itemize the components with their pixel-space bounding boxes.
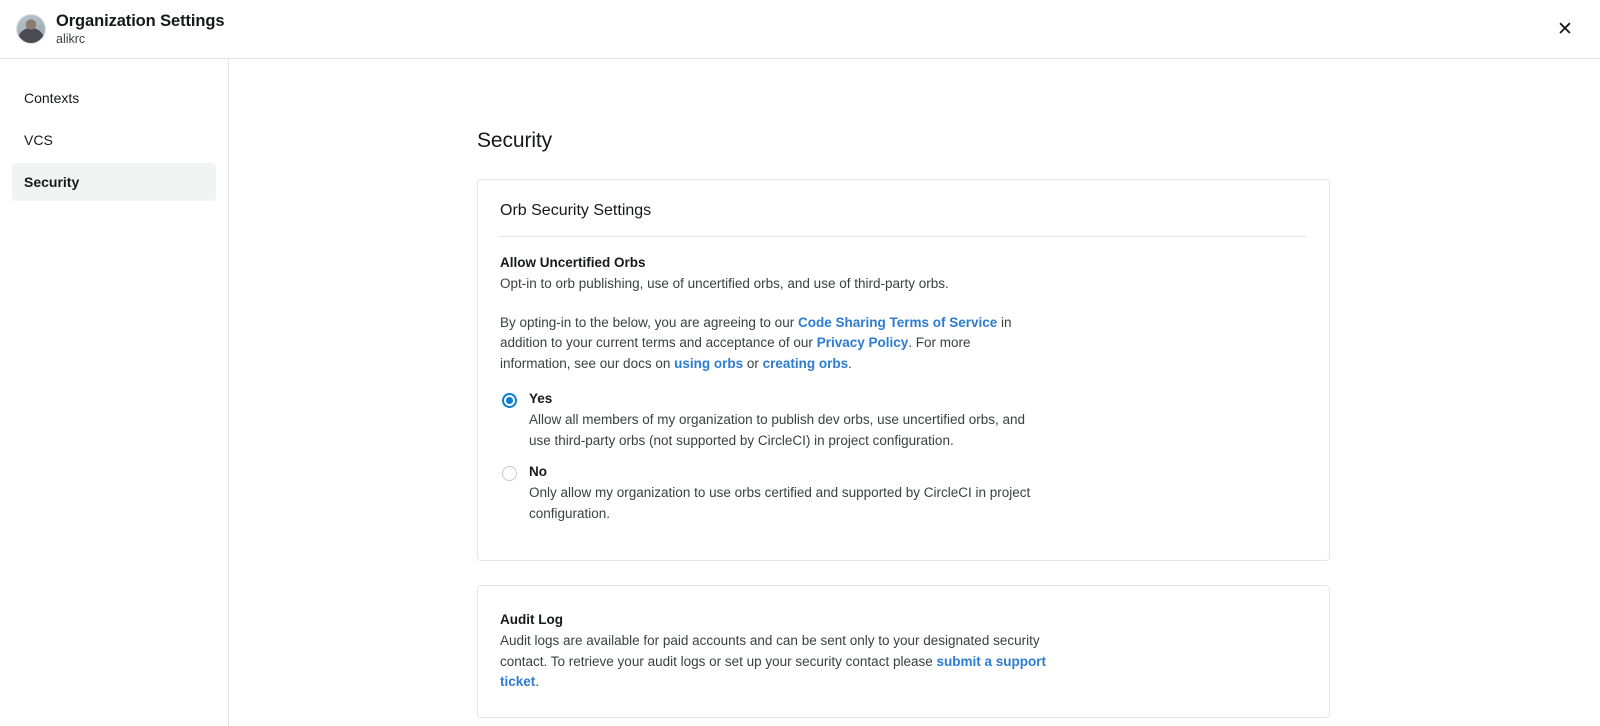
- terms-text-3: . For more information, see our docs on: [500, 335, 971, 371]
- terms-paragraph: [500, 313, 1025, 375]
- radio-yes-description: Allow all members of my organization to publish dev orbs, use uncertified orbs, and use third-party orbs (not supported by CircleCI) in project configuration.: [529, 412, 1025, 448]
- page-title: Security: [477, 129, 553, 152]
- sidebar-item-label: Contexts: [24, 90, 80, 106]
- audit-text-2: .: [535, 674, 540, 689]
- allow-uncertified-orbs-subtext: Opt-in to orb publishing, use of uncertified orbs, and use of third-party orbs.: [500, 276, 949, 291]
- orb-card-title: Orb Security Settings: [500, 202, 1307, 237]
- avatar: [16, 14, 46, 44]
- terms-text-4: or: [743, 355, 763, 371]
- privacy-policy-link[interactable]: Privacy Policy: [816, 335, 909, 350]
- page-header-title: Organization Settings: [56, 11, 225, 30]
- close-icon[interactable]: ✕: [1552, 16, 1578, 42]
- radio-option-yes[interactable]: [500, 390, 1307, 451]
- terms-text-2: in addition to your current terms and acceptance of our: [500, 314, 1012, 350]
- using-orbs-link[interactable]: using orbs: [674, 355, 744, 371]
- radio-no-description: Only allow my organization to use orbs certified and supported by CircleCI in project configuration.: [529, 485, 1031, 521]
- sidebar-item-label: Security: [24, 174, 80, 190]
- sidebar-item-label: VCS: [24, 132, 53, 148]
- header-text-group: [56, 12, 224, 47]
- radio-no-label[interactable]: No: [529, 464, 547, 479]
- allow-uncertified-orbs-radio-group: [500, 390, 1307, 524]
- orb-security-settings-card: [477, 179, 1330, 561]
- sidebar-item-security[interactable]: [12, 163, 216, 201]
- app-header: [0, 0, 1600, 59]
- page-body: [0, 59, 1600, 726]
- settings-content: [229, 59, 1600, 726]
- radio-option-no[interactable]: [500, 463, 1307, 524]
- audit-log-text: [500, 631, 1060, 693]
- settings-sidebar: [0, 59, 229, 726]
- terms-text-5: .: [848, 355, 852, 371]
- submit-support-ticket-link[interactable]: submit a support ticket: [500, 653, 1046, 689]
- radio-yes-label[interactable]: Yes: [529, 391, 553, 406]
- code-sharing-terms-link[interactable]: Code Sharing Terms of Service: [797, 314, 998, 330]
- audit-log-title: Audit Log: [500, 612, 563, 627]
- allow-uncertified-orbs-heading: Allow Uncertified Orbs: [500, 255, 646, 270]
- radio-yes-input[interactable]: [502, 393, 517, 408]
- sidebar-item-contexts[interactable]: [12, 79, 216, 117]
- sidebar-item-vcs[interactable]: [12, 121, 216, 159]
- radio-no-input[interactable]: [502, 466, 517, 481]
- audit-text-1: Audit logs are available for paid accounts and can be sent only to your designated security contact. To retrieve your audit logs or set up your security contact please: [500, 633, 1040, 669]
- creating-orbs-link[interactable]: creating orbs: [762, 355, 849, 371]
- organization-name: alikrc: [56, 31, 86, 46]
- audit-log-card: [477, 585, 1330, 718]
- terms-text-1: By opting-in to the below, you are agreeing to our: [500, 314, 798, 330]
